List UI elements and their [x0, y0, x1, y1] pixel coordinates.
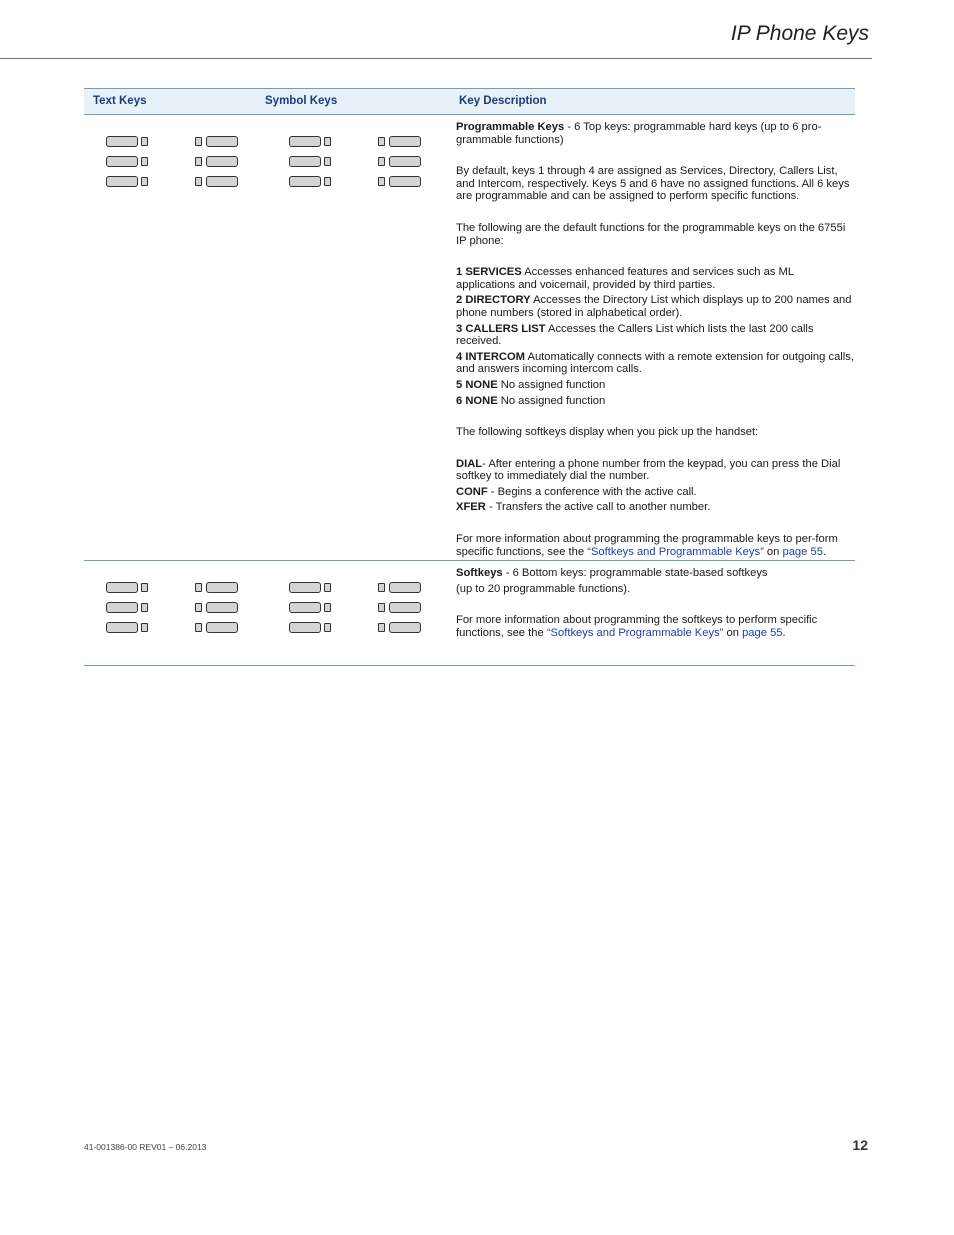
- key-led-icon: [378, 583, 385, 592]
- key-led-icon: [195, 157, 202, 166]
- col-header-text-keys: Text Keys: [93, 95, 147, 107]
- default-key-label: 1 SERVICES: [456, 266, 522, 279]
- key-bar-icon: [389, 176, 421, 187]
- key-bar-icon: [106, 136, 138, 147]
- softkeys-intro-paragraph: The following softkeys display when you pick up the handset:: [456, 426, 759, 439]
- more-info-text: For more information about programming the programmable keys to per-form specific functions, see the: [456, 533, 838, 558]
- more-info-paragraph: [456, 614, 854, 639]
- default-key-text: Accesses the Directory List which displays up to 200 names and phone numbers (stored in alphabetical order).: [456, 294, 852, 319]
- key-led-icon: [195, 583, 202, 592]
- more-info-end: .: [822, 545, 827, 558]
- key-bar-icon: [389, 156, 421, 167]
- softkeys-heading: Softkeys: [456, 567, 503, 579]
- default-key-label: 4 INTERCOM: [456, 350, 525, 363]
- key-led-icon: [195, 177, 202, 186]
- symbol-keys-right: [378, 581, 426, 641]
- top-keys-illustration: [106, 135, 426, 191]
- softkey-item: [456, 486, 854, 499]
- key-led-icon: [195, 603, 202, 612]
- default-key-item: [456, 294, 854, 319]
- softkey-item: [456, 458, 854, 483]
- default-key-item: [456, 379, 854, 392]
- intro-paragraph: [456, 121, 854, 146]
- key-bar-icon: [106, 602, 138, 613]
- defaults-intro-paragraph: The following are the default functions for the programmable keys on the 6755i IP phone:: [456, 221, 846, 247]
- key-bar-icon: [289, 136, 321, 147]
- key-led-icon: [324, 583, 331, 592]
- softkey-text: - Begins a conference with the active call.: [487, 485, 697, 498]
- table-row-softkeys: [84, 561, 855, 666]
- key-led-icon: [141, 177, 148, 186]
- col-header-symbol-keys: Symbol Keys: [265, 95, 338, 107]
- key-led-icon: [195, 623, 202, 632]
- softkeys-capacity-line: (up to 20 programmable functions).: [456, 582, 631, 595]
- default-key-item: [456, 351, 854, 376]
- text-keys-right: [195, 581, 243, 641]
- default-key-item: [456, 323, 854, 348]
- default-key-text: Accesses enhanced features and services such as ML applications and voicemail, provided by third parties.: [456, 266, 794, 291]
- key-led-icon: [378, 177, 385, 186]
- key-led-icon: [378, 137, 385, 146]
- key-led-icon: [324, 137, 331, 146]
- key-bar-icon: [389, 622, 421, 633]
- key-bar-icon: [389, 136, 421, 147]
- symbol-keys-left: [289, 581, 337, 641]
- softkey-item: [456, 501, 854, 514]
- softkey-text: - After entering a phone number from the keypad, you can press the Dial softkey to immediately dial the number.: [456, 457, 841, 483]
- table-row-programmable-keys: [84, 115, 855, 561]
- default-key-item: [456, 395, 854, 408]
- key-led-icon: [324, 603, 331, 612]
- key-led-icon: [324, 157, 331, 166]
- programmable-keys-heading: Programmable Keys: [456, 121, 565, 133]
- default-key-text: Accesses the Callers List which lists the last 200 calls received.: [456, 322, 814, 348]
- key-led-icon: [141, 603, 148, 612]
- footer-doc-id: 41-001386-00 REV01 – 06.2013: [84, 1142, 207, 1152]
- key-bar-icon: [206, 582, 238, 593]
- key-bar-icon: [389, 582, 421, 593]
- key-bar-icon: [106, 176, 138, 187]
- text-keys-left: [106, 581, 154, 641]
- key-led-icon: [324, 623, 331, 632]
- key-led-icon: [141, 137, 148, 146]
- softkeys-intro-text: - 6 Bottom keys: programmable state-based softkeys: [502, 567, 768, 579]
- key-bar-icon: [206, 176, 238, 187]
- symbol-keys-left: [289, 135, 337, 195]
- softkey-text: - Transfers the active call to another number.: [485, 501, 711, 514]
- text-keys-left: [106, 135, 154, 195]
- key-bar-icon: [206, 156, 238, 167]
- page-55-link[interactable]: page 55: [742, 626, 783, 639]
- more-info-on: on: [723, 626, 743, 639]
- key-led-icon: [378, 603, 385, 612]
- default-key-label: 2 DIRECTORY: [456, 294, 531, 307]
- key-led-icon: [324, 177, 331, 186]
- key-bar-icon: [106, 156, 138, 167]
- key-bar-icon: [206, 622, 238, 633]
- softkey-label: CONF: [456, 485, 488, 498]
- key-bar-icon: [289, 156, 321, 167]
- default-key-label: 3 CALLERS LIST: [456, 322, 546, 335]
- key-led-icon: [378, 623, 385, 632]
- key-led-icon: [141, 583, 148, 592]
- page-header-title: IP Phone Keys: [730, 22, 869, 45]
- key-led-icon: [141, 623, 148, 632]
- softkeys-section-link[interactable]: “Softkeys and Programmable Keys”: [587, 545, 764, 558]
- default-key-text: Automatically connects with a remote extension for outgoing calls, and answers incoming intercom calls.: [456, 350, 854, 376]
- text-keys-right: [195, 135, 243, 195]
- programmable-keys-description: [456, 121, 854, 558]
- page-55-link[interactable]: page 55: [782, 545, 823, 558]
- more-info-paragraph: [456, 533, 854, 558]
- more-info-text: For more information about programming the softkeys to perform specific functions, see the: [456, 614, 818, 639]
- footer-page-number: 12: [852, 1137, 868, 1153]
- softkeys-section-link[interactable]: “Softkeys and Programmable Keys”: [546, 626, 724, 639]
- softkeys-description: [456, 567, 854, 639]
- key-led-icon: [378, 157, 385, 166]
- softkeys-intro-paragraph: [456, 567, 854, 580]
- key-led-icon: [195, 137, 202, 146]
- col-header-key-description: Key Description: [459, 95, 547, 107]
- more-info-end: .: [782, 626, 786, 639]
- key-bar-icon: [106, 582, 138, 593]
- key-bar-icon: [389, 602, 421, 613]
- softkey-label: XFER: [456, 501, 486, 514]
- key-bar-icon: [289, 602, 321, 613]
- key-bar-icon: [289, 582, 321, 593]
- symbol-keys-right: [378, 135, 426, 195]
- table-header: [84, 88, 855, 115]
- default-key-text: No assigned function: [497, 394, 606, 407]
- key-bar-icon: [289, 622, 321, 633]
- key-table: [84, 88, 855, 666]
- key-bar-icon: [206, 136, 238, 147]
- header-rule: [0, 58, 872, 59]
- default-key-label: 5 NONE: [456, 378, 498, 391]
- default-key-label: 6 NONE: [456, 394, 498, 407]
- default-key-item: [456, 266, 854, 291]
- softkey-label: DIAL: [456, 457, 483, 470]
- more-info-on: on: [763, 545, 783, 558]
- key-bar-icon: [106, 622, 138, 633]
- key-led-icon: [141, 157, 148, 166]
- default-key-text: No assigned function: [497, 378, 606, 391]
- bottom-keys-illustration: [106, 581, 426, 637]
- default-assignment-paragraph: By default, keys 1 through 4 are assigned as Services, Directory, Callers List, and Intercom, respectively. Keys 5 and 6 have no assigned functions. All 6 keys are programmable and can be assigned to perform specific functions.: [456, 165, 850, 203]
- key-bar-icon: [289, 176, 321, 187]
- key-bar-icon: [206, 602, 238, 613]
- intro-text: - 6 Top keys: programmable hard keys (up to 6 pro-grammable functions): [456, 121, 822, 146]
